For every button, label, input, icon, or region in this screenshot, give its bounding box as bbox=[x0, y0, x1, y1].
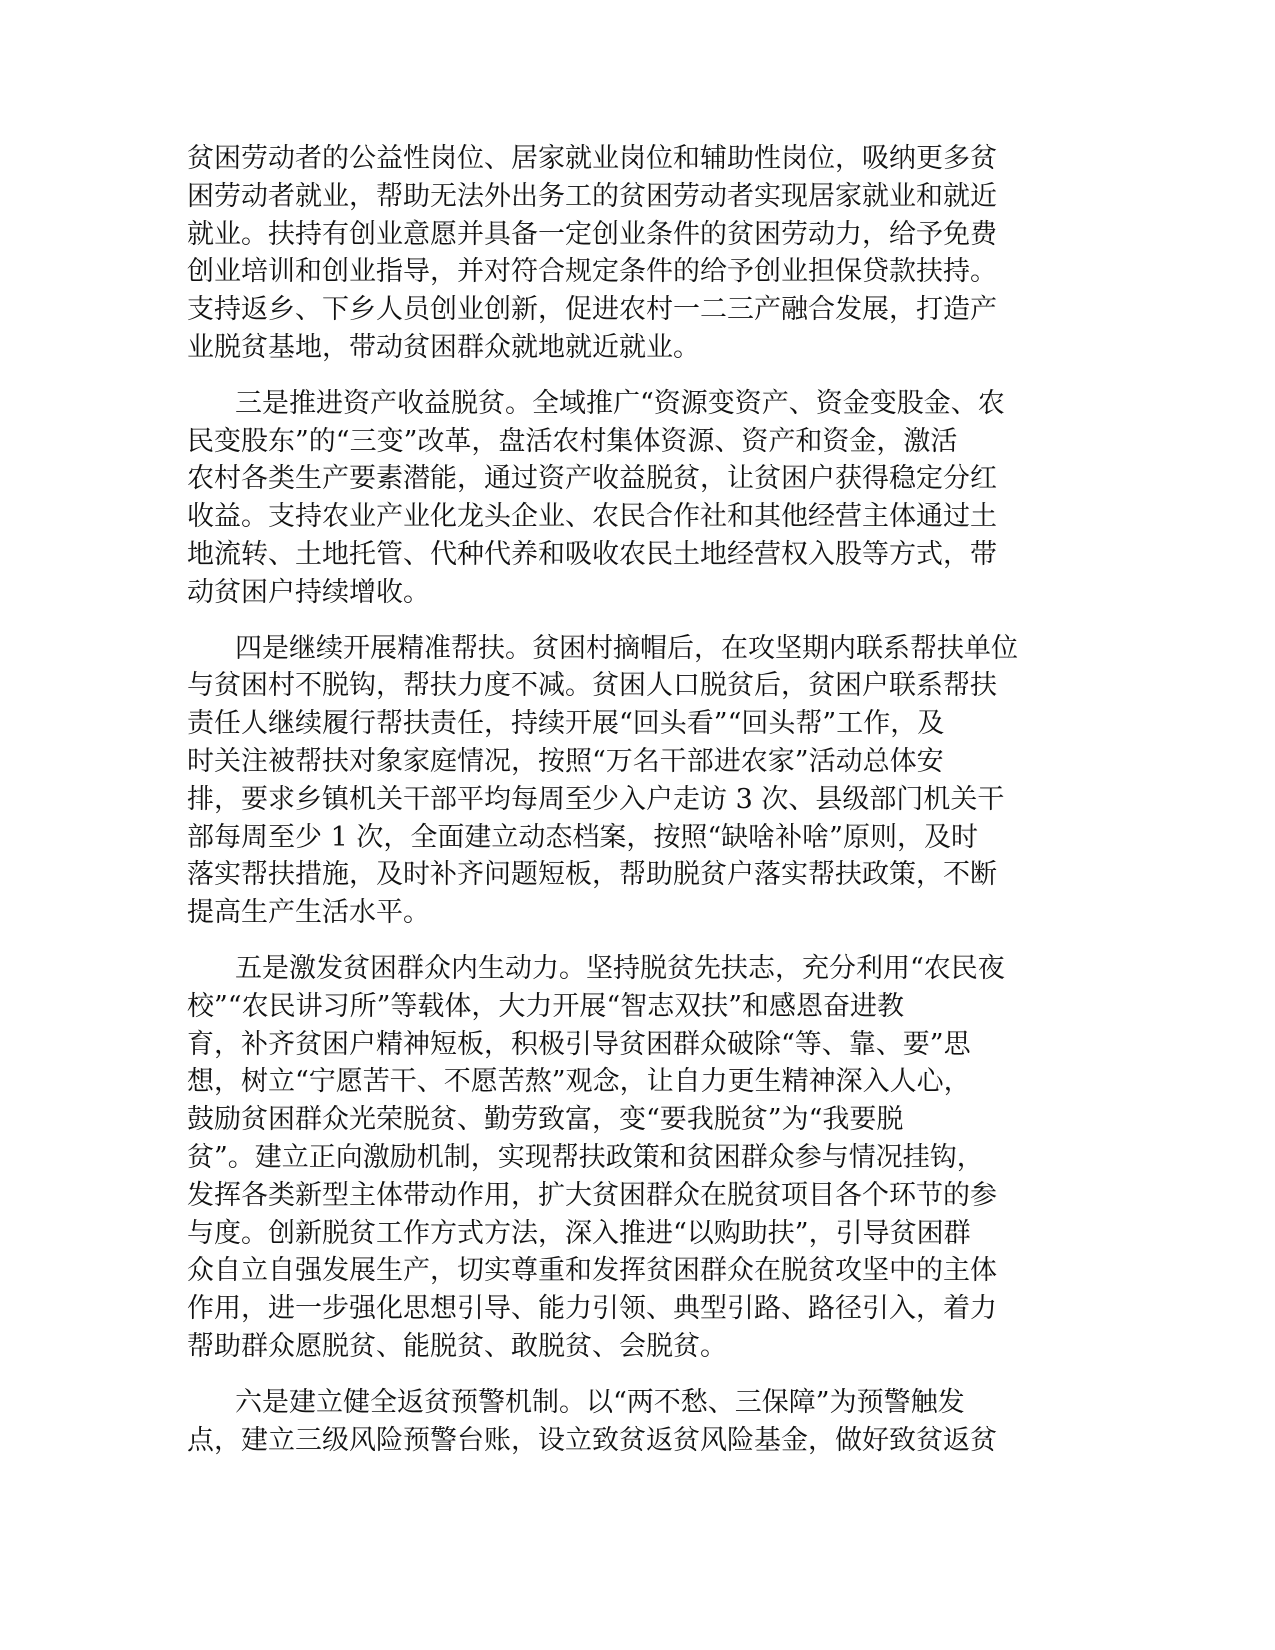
paragraph-precise-assistance bbox=[187, 630, 1077, 932]
text-line: 创业培训和创业指导，并对符合规定条件的给予创业担保贷款扶持。 bbox=[187, 256, 997, 288]
text-line: 校”“农民讲习所”等载体，大力开展“智志双扶”和感恩奋进教 bbox=[187, 990, 905, 1022]
text-line: 六是建立健全返贫预警机制。以“两不愁、三保障”为预警触发 bbox=[235, 1386, 965, 1418]
text-line: 支持返乡、下乡人员创业创新，促进农村一二三产融合发展，打造产 bbox=[187, 294, 997, 326]
text-line: 贫”。建立正向激励机制，实现帮扶政策和贫困群众参与情况挂钩， bbox=[187, 1141, 984, 1173]
text-line: 排，要求乡镇机关干部平均每周至少入户走访 3 次、县级部门机关干 bbox=[187, 783, 1005, 815]
text-line: 农村各类生产要素潜能，通过资产收益脱贫，让贫困户获得稳定分红 bbox=[187, 463, 997, 495]
text-line: 三是推进资产收益脱贫。全域推广“资源变资产、资金变股金、农 bbox=[235, 387, 1005, 419]
paragraph-early-warning bbox=[187, 1384, 1077, 1460]
text-line: 发挥各类新型主体带动作用，扩大贫困群众在脱贫项目各个环节的参 bbox=[187, 1179, 997, 1211]
text-line: 困劳动者就业，帮助无法外出务工的贫困劳动者实现居家就业和就近 bbox=[187, 180, 997, 212]
text-line: 民变股东”的“三变”改革，盘活农村集体资源、资产和资金，激活 bbox=[187, 425, 958, 457]
paragraph-employment bbox=[187, 140, 1077, 367]
text-line: 五是激发贫困群众内生动力。坚持脱贫先扶志，充分利用“农民夜 bbox=[235, 952, 1005, 984]
text-line: 育，补齐贫困户精神短板，积极引导贫困群众破除“等、靠、要”思 bbox=[187, 1028, 971, 1060]
text-line: 部每周至少 1 次，全面建立动态档案，按照“缺啥补啥”原则，及时 bbox=[187, 821, 978, 853]
text-line: 众自立自强发展生产，切实尊重和发挥贫困群众在脱贫攻坚中的主体 bbox=[187, 1255, 997, 1287]
text-line: 点，建立三级风险预警台账，设立致贫返贫风险基金，做好致贫返贫 bbox=[187, 1424, 997, 1456]
paragraph-motivation bbox=[187, 950, 1077, 1366]
text-line: 收益。支持农业产业化龙头企业、农民合作社和其他经营主体通过土 bbox=[187, 501, 997, 533]
text-line: 提高生产生活水平。 bbox=[187, 897, 430, 929]
text-line: 业脱贫基地，带动贫困群众就地就近就业。 bbox=[187, 331, 700, 363]
text-line: 与贫困村不脱钩，帮扶力度不减。贫困人口脱贫后，贫困户联系帮扶 bbox=[187, 670, 997, 702]
text-line: 地流转、土地托管、代种代养和吸收农民土地经营权入股等方式，带 bbox=[187, 538, 997, 570]
text-line: 四是继续开展精准帮扶。贫困村摘帽后，在攻坚期内联系帮扶单位 bbox=[235, 632, 1018, 664]
text-line: 动贫困户持续增收。 bbox=[187, 576, 430, 608]
document-body bbox=[187, 140, 1077, 1459]
text-line: 想，树立“宁愿苦干、不愿苦熬”观念，让自力更生精神深入人心， bbox=[187, 1066, 971, 1098]
text-line: 鼓励贫困群众光荣脱贫、勤劳致富，变“要我脱贫”为“我要脱 bbox=[187, 1104, 904, 1136]
text-line: 时关注被帮扶对象家庭情况，按照“万名干部进农家”活动总体安 bbox=[187, 745, 944, 777]
text-line: 与度。创新脱贫工作方式方法，深入推进“以购助扶”，引导贫困群 bbox=[187, 1217, 971, 1249]
text-line: 落实帮扶措施，及时补齐问题短板，帮助脱贫户落实帮扶政策，不断 bbox=[187, 859, 997, 891]
text-line: 责任人继续履行帮扶责任，持续开展“回头看”“回头帮”工作，及 bbox=[187, 708, 945, 740]
text-line: 作用，进一步强化思想引导、能力引领、典型引路、路径引入，着力 bbox=[187, 1293, 997, 1325]
paragraph-asset-income bbox=[187, 385, 1077, 612]
text-line: 就业。扶持有创业意愿并具备一定创业条件的贫困劳动力，给予免费 bbox=[187, 218, 997, 250]
text-line: 贫困劳动者的公益性岗位、居家就业岗位和辅助性岗位，吸纳更多贫 bbox=[187, 143, 997, 174]
text-line: 帮助群众愿脱贫、能脱贫、敢脱贫、会脱贫。 bbox=[187, 1330, 727, 1362]
